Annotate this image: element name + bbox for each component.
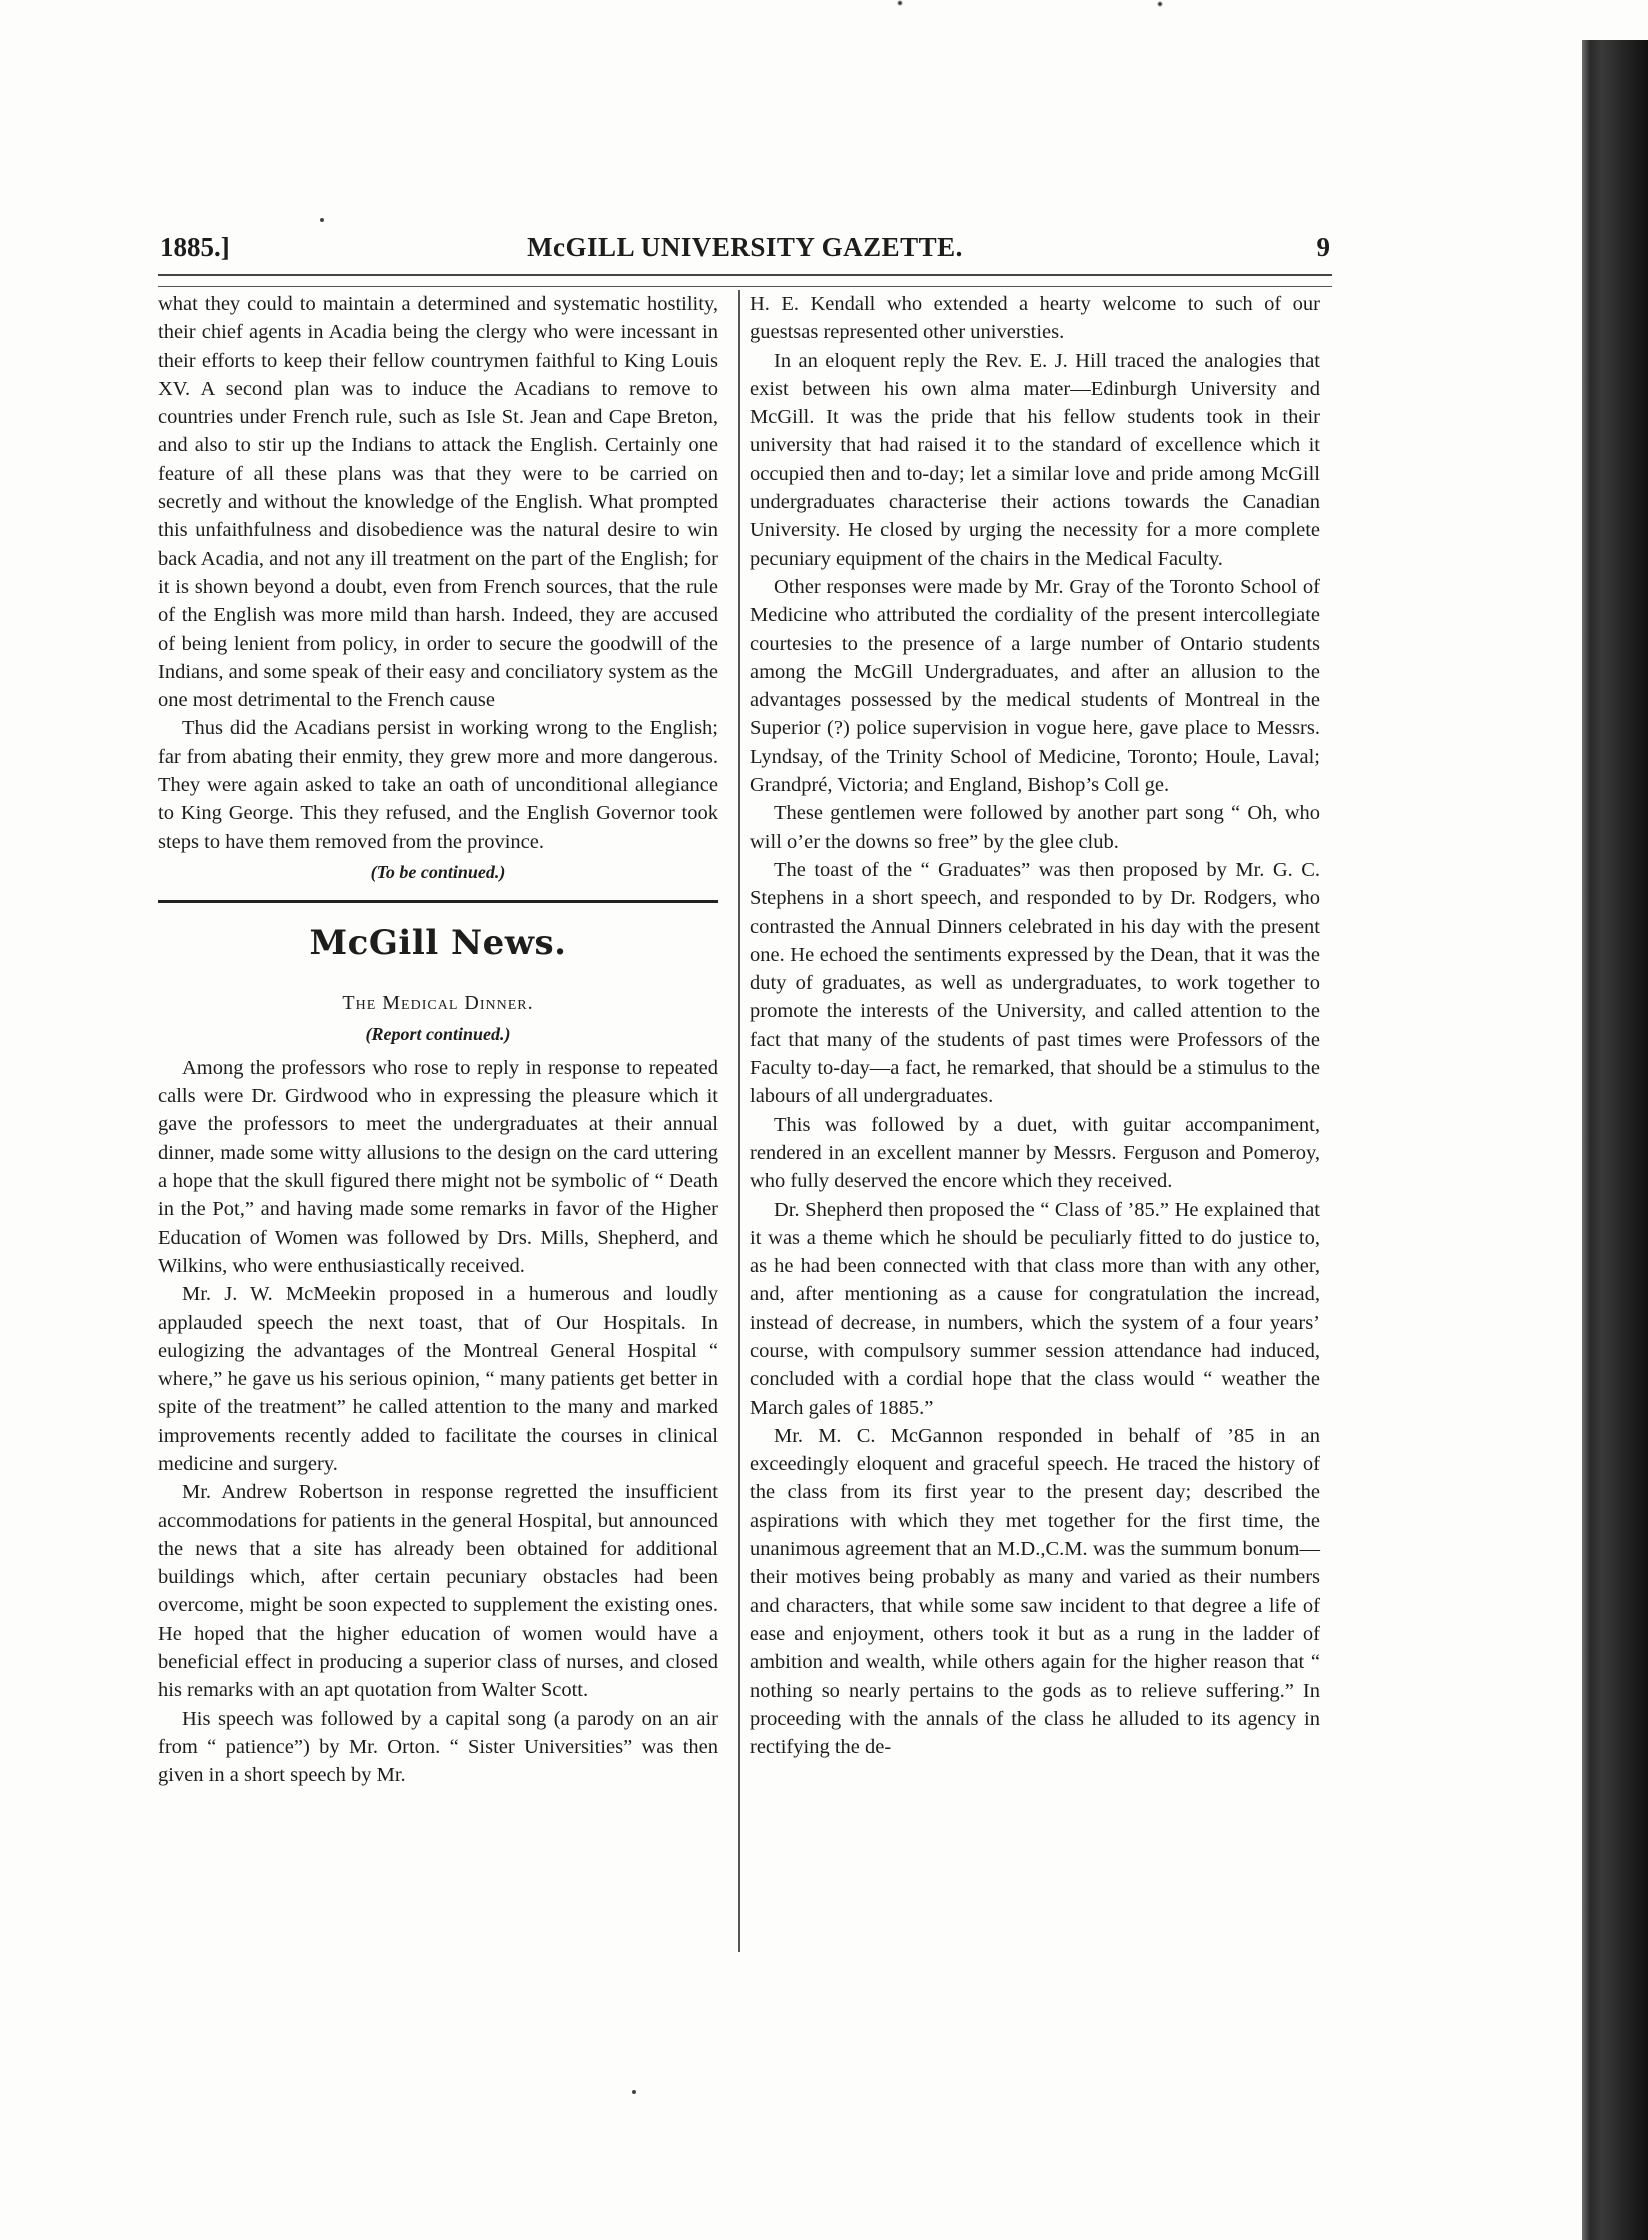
ink-speck <box>632 2090 636 2094</box>
body-paragraph: Thus did the Acadians persist in working wrong to the English; far from abating their enmity, they grew more and more dangerous. They were again asked to take an oath of unconditional allegiance to King George. This they refused, and the English Governor took steps to have them removed from the province. <box>158 717 718 853</box>
body-paragraph: This was followed by a duet, with guitar accompaniment, rendered in an excellent manner by Messrs. Ferguson and Pomeroy, who fully deserved the encore which they received. <box>750 1113 1320 1193</box>
section-rule <box>158 900 718 907</box>
header-year: 1885.] <box>160 232 230 262</box>
header-title: McGILL UNIVERSITY GAZETTE. <box>527 232 963 262</box>
body-paragraph: Dr. Shepherd then proposed the “ Class of ’85.” He explained that it was a theme which he should be peculiarly fitted to do justice to, as he had been connected with that class more than with any other, and, after mentioning as a cause for congratulation the incread, instead of decrease, in numbers, which the system of a four years’ course, with compulsory summer session attendance had induced, concluded with a cordial hope that the class would “ weather the March gales of 1885.” <box>750 1198 1320 1419</box>
ink-speck <box>320 218 324 222</box>
body-paragraph: Among the professors who rose to reply in response to repeated calls were Dr. Girdwood who in expressing the pleasure which it gave the professors to meet the undergraduates at their annual dinner, made some witty allusions to the design on the card uttering a hope that the skull figured there might not be symbolic of “ Death in the Pot,” and having made some remarks in favor of the Higher Education of Women was followed by Drs. Mills, Shepherd, and Wilkins, who were enthusiastically received. <box>158 1056 718 1277</box>
book-binding-edge <box>1582 40 1648 2240</box>
body-paragraph: what they could to maintain a determined and systematic hostility, their chief agents in Acadia being the clergy who were incessant in their efforts to keep their fellow countrymen faithful to King Louis XV. A second plan was to induce the Acadians to remove to countries under French rule, such as Isle St. Jean and Cape Breton, and also to stir up the Indians to attack the English. Certainly one feature of all these plans was that they were to be carried on secretly and without the knowledge of the English. What prompted this unfaithfulness and disobedience was the natural desire to win back Acadia, and not any ill treatment on the part of the English; for it is shown beyond a doubt, even from French sources, that the rule of the English was more mild than harsh. Indeed, they are accused of being lenient from policy, in order to secure the goodwill of the Indians, and some speak of their easy and conciliatory system as the one most detrimental to the French cause <box>158 293 718 712</box>
body-paragraph: These gentlemen were followed by another part song “ Oh, who will o’er the downs so free” by the glee club. <box>750 802 1320 853</box>
header-page-number: 9 <box>1316 232 1330 262</box>
section-title: McGill News. <box>309 923 567 964</box>
body-paragraph: His speech was followed by a capital song (a parody on an air from “ patience”) by Mr. Orton. “ Sister Universities” was then given in a short speech by Mr. <box>158 1707 718 1787</box>
body-paragraph: In an eloquent reply the Rev. E. J. Hill traced the analogies that exist between his own alma mater—Edinburgh University and McGill. It was the pride that his fellow students took in their university that had raised it to the standard of excellence which it occupied then and to-day; let a similar love and pride among McGill undergraduates characterise their actions towards the Canadian University. He closed by urging the necessity for a more complete pecuniary equipment of the chairs in the Medical Faculty. <box>750 349 1320 570</box>
report-note: (Report continued.) <box>365 1023 511 1044</box>
running-head <box>160 232 1330 272</box>
body-paragraph: Mr. Andrew Robertson in response regretted the insufficient accommodations for patients in the general Hospital, but announced the news that a site has already been obtained for additional buildings which, after certain pecuniary obstacles had been overcome, might be soon expected to supplement the existing ones. He hoped that the higher education of women would have a beneficial effect in producing a superior class of nurses, and closed his remarks with an apt quotation from Walter Scott. <box>158 1481 718 1702</box>
right-column <box>750 290 1320 1761</box>
left-column <box>158 290 718 1790</box>
header-double-rule <box>158 274 1332 287</box>
body-paragraph: The toast of the “ Graduates” was then proposed by Mr. G. C. Stephens in a short speech, and responded to by Dr. Rodgers, who contrasted the Annual Dinners celebrated in his day with the present one. He echoed the sentiments expressed by the Dean, that it was the duty of graduates, as well as undergraduates, to work together to promote the interests of the University, and called attention to the fact that many of the students of past times were Professors of the Faculty to-day—a fact, he remarked, that should be a stimulus to the labours of all undergraduates. <box>750 858 1320 1108</box>
article-title: The Medical Dinner. <box>342 992 534 1015</box>
body-paragraph: Mr. J. W. McMeekin proposed in a humerous and loudly applauded speech the next toast, that of Our Hospitals. In eulogizing the advantages of the Montreal General Hospital “ where,” he gave us his serious opinion, “ many patients get better in spite of the treatment” he called attention to the many and marked improvements recently added to facilitate the courses in clinical medicine and surgery. <box>158 1283 718 1475</box>
body-paragraph: Other responses were made by Mr. Gray of the Toronto School of Medicine who attributed the cordiality of the present intercollegiate courtesies to the presence of a large number of Ontario students among the McGill Undergraduates, and after an allusion to the advantages possessed by the medical students of Montreal in the Superior (?) police supervision in vogue here, gave place to Messrs. Lyndsay, of the Trinity School of Medicine, Toronto; Houle, Laval; Grandpré, Victoria; and England, Bishop’s Coll ge. <box>750 575 1320 797</box>
continued-note: (To be continued.) <box>370 861 506 882</box>
body-paragraph: H. E. Kendall who extended a hearty welcome to such of our guestsas represented other universties. <box>750 293 1320 344</box>
scan-specks <box>880 0 1380 8</box>
column-divider <box>738 290 740 1952</box>
body-paragraph: Mr. M. C. McGannon responded in behalf of ’85 in an exceedingly eloquent and graceful speech. He traced the history of the class from its first year to the present day; described the aspirations with which they met together for the first time, the unanimous agreement that an M.D.,C.M. was the summum bonum—their motives being probably as many and varied as their numbers and characters, that while some saw incident to that degree a life of ease and enjoyment, others took it but as a rung in the ladder of ambition and wealth, while others again for the higher reason that “ nothing so nearly pertains to the gods as to relieve suffering.” In proceeding with the annals of the class he alluded to its agency in rectifying the de- <box>750 1424 1320 1759</box>
